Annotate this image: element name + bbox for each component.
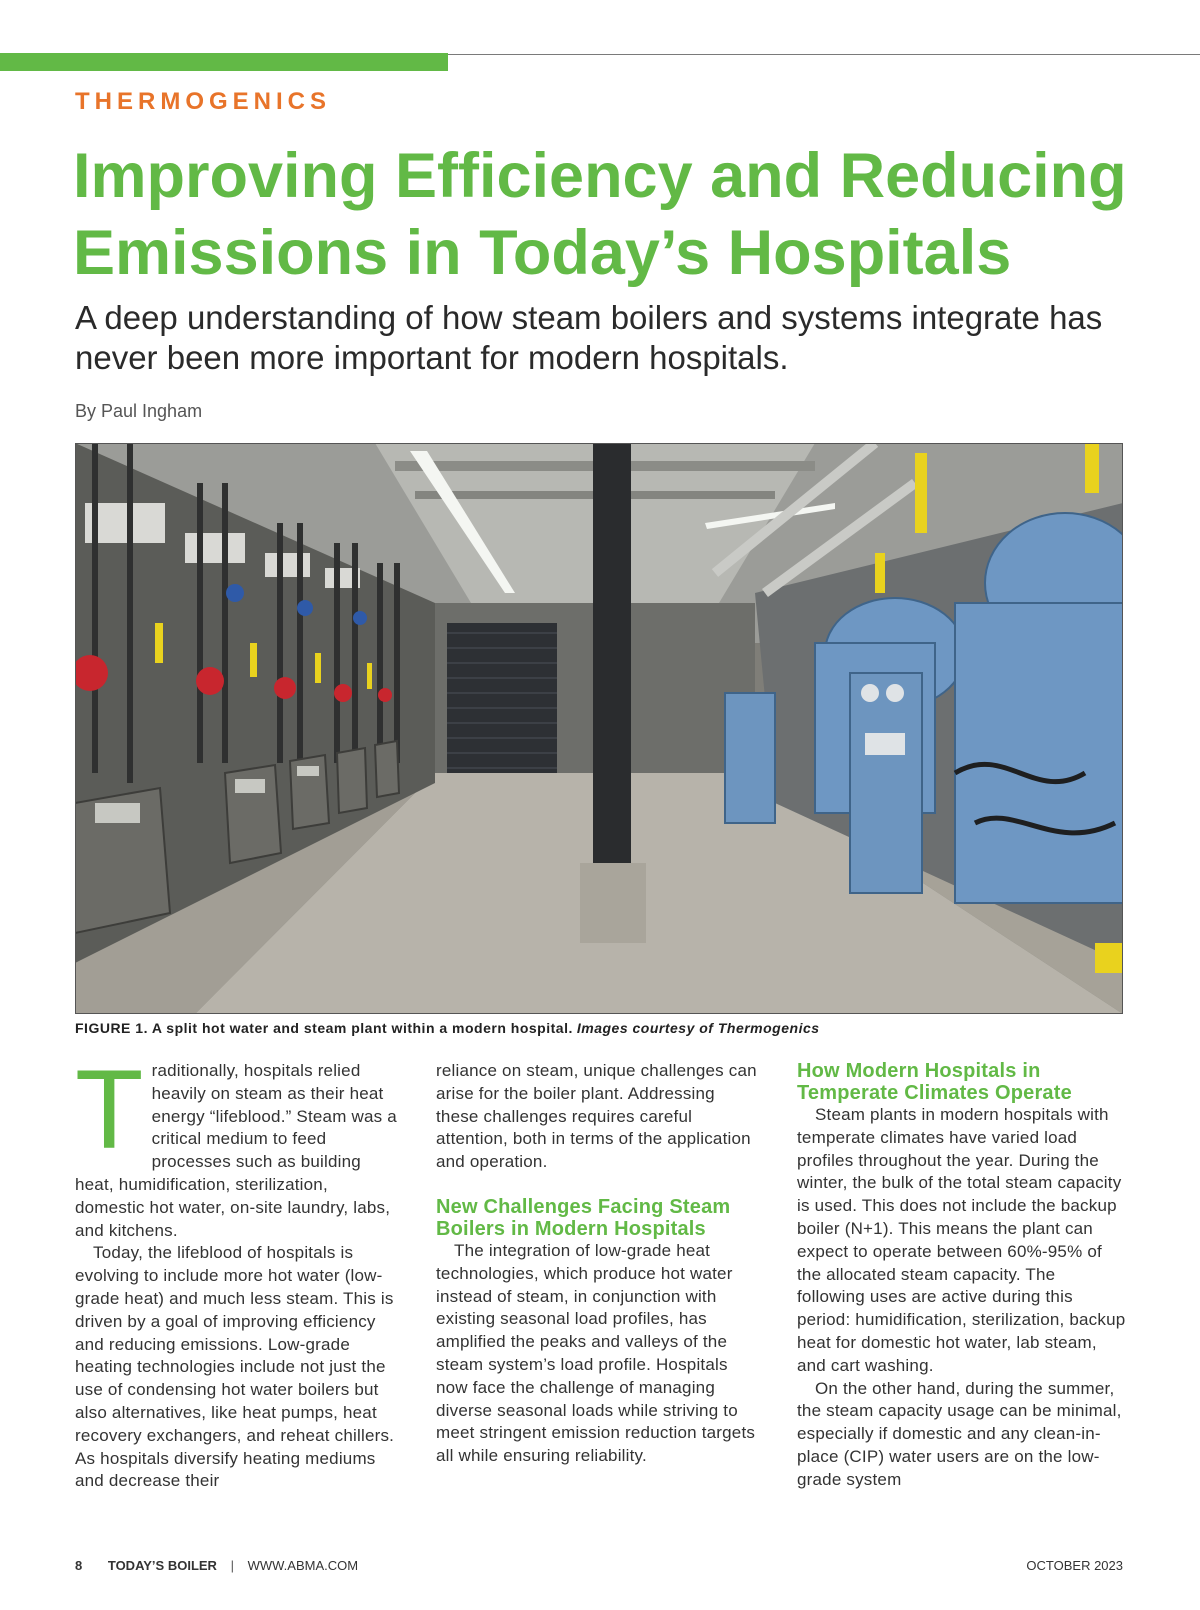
paragraph: Today, the lifeblood of hospitals is evolving to include more hot water (low-grade heat) and much less steam. This is driven by a goal of improving efficiency and reducing emissions. Low-grade heating technologies include not just the use of condensing hot water boilers but also alternatives, like heat pumps, heat recovery exchangers, and reheat chillers. As hospitals diversify heating mediums and decrease their [75,1243,395,1491]
byline: By Paul Ingham [75,401,203,421]
page-number: 8 [75,1558,83,1573]
body-column-2 [436,1060,761,1468]
magazine-name: TODAY’S BOILER [107,1558,217,1573]
body-column-1 [75,1047,400,1493]
drop-cap: T [75,1047,144,1172]
boiler-plant-photo [75,443,1123,1014]
boiler-plant-illustration [75,443,1123,1014]
section-label: THERMOGENICS [75,88,332,115]
paragraph-intro [75,1047,400,1242]
article-deck: A deep understanding of how steam boilers and systems integrate has never been more important for modern hospitals. [75,299,1103,376]
issue-date: OCTOBER 2023 [1026,1558,1123,1573]
figure-caption-text: FIGURE 1. A split hot water and steam plant within a modern hospital. [75,1020,573,1036]
paragraph: The integration of low-grade heat technologies, which produce hot water instead of steam, in conjunction with existing seasonal load profiles, has amplified the peaks and valleys of the steam system’s load profile. Hospitals now face the challenge of managing diverse seasonal loads while striving to meet stringent emission reduction targets all while ensuring reliability. [436,1240,756,1466]
footer-separator: | [230,1558,234,1573]
paragraph: Steam plants in modern hospitals with temperate climates have varied load profiles throughout the year. During the winter, the bulk of the total steam capacity is used. This does not include the backup boiler (N+1). This means the plant can expect to operate between 60%-95% of the allocated steam capacity. The following uses are active during this period: humidification, sterilization, backup heat for domestic hot water, lab steam, and cart washing. [797,1105,1126,1375]
paragraph-intro-text: raditionally, hospitals relied heavily on steam as their heat energy “lifeblood.” Steam was a critical medium to feed processes such as building heat, humidification, sterilization, domestic hot water, on-site laundry, labs, and kitchens. [75,1061,397,1240]
subhead-modern-hospitals: How Modern Hospitals in Temperate Climates Operate [797,1060,1072,1104]
paragraph: reliance on steam, unique challenges can arise for the boiler plant. Addressing these challenges requires careful attention, both in terms of the application and operation. [436,1061,757,1172]
figure-credit: Images courtesy of Thermogenics [576,1020,820,1036]
subhead-new-challenges: New Challenges Facing Steam Boilers in Modern Hospitals [436,1195,731,1240]
body-column-3 [797,1060,1127,1492]
article-title: Improving Efficiency and Reducing Emissions in Today’s Hospitals [73,141,1127,288]
section-color-bar [0,53,448,71]
paragraph: On the other hand, during the summer, the steam capacity usage can be minimal, especially if domestic and any clean-in-place (CIP) water users are on the low-grade system [797,1378,1122,1489]
figure-caption [75,1020,820,1036]
page-footer [75,1558,1123,1573]
magazine-url: WWW.ABMA.COM [247,1558,359,1573]
